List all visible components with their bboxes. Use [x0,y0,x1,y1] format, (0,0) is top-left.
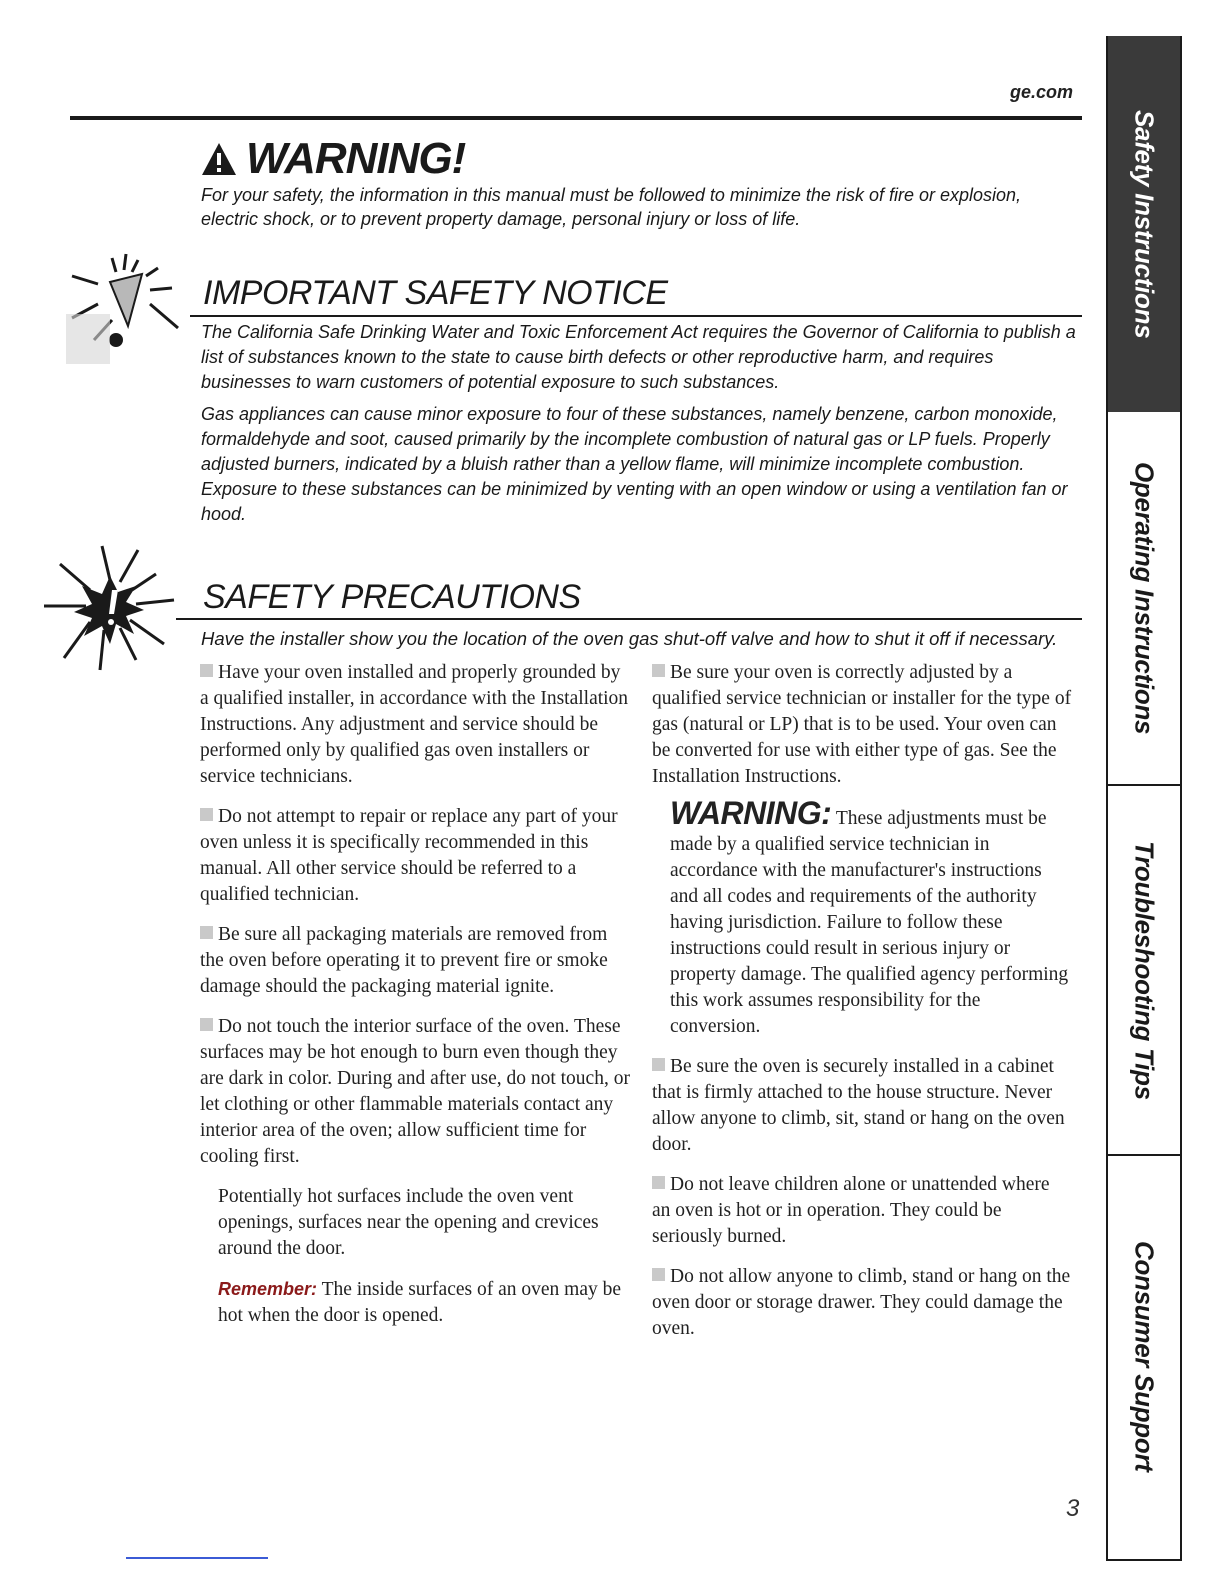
warning-paragraph: WARNING: These adjustments must be made by a qualified service technician in accordance with the manufacturer's instructions and all codes and requirements of the authority having jurisdiction. Failure to follow these instructions could result in serious injury or property damage. The qualified agency performing this work assumes responsibility for the conversion. [670,795,1069,1037]
precautions-rule [176,618,1082,620]
tab-safety-instructions[interactable]: Safety Instructions [1108,36,1180,412]
bullet-icon [652,1268,665,1281]
tab-operating-instructions[interactable]: Operating Instructions [1129,461,1160,735]
bullet-icon [200,664,213,677]
warning-inline-label: WARNING: [670,795,832,831]
list-item: Do not touch the interior surface of the oven. These surfaces may be hot enough to burn even though they are dark in color. During and after use, do not touch, or let clothing or other flammable materials contact any interior area of the oven; allow sufficient time for cooling first. [200,1016,630,1167]
bottom-link-underline [126,1557,268,1559]
section-tabs [1106,36,1182,1561]
remember-label: Remember: [218,1279,318,1299]
page-number: 3 [1066,1495,1080,1522]
right-column [652,660,1072,1356]
precautions-intro: Have the installer show you the location of the oven gas shut-off valve and how to shut it off if necessary. [201,628,1058,649]
exclamation-burst-icon [58,244,186,366]
bullet-icon [200,926,213,939]
notice-paragraph-2: Gas appliances can cause minor exposure to four of these substances, namely benzene, carbon monoxide, formaldehyde and soot, caused primarily by the incomplete combustion of natural gas or LP fuels. Properly adjusted burners, indicated by a bluish rather than a yellow flame, will minimize incomplete combustion. Exposure to these substances can be minimized by venting with an open window or using a ventilation fan or hood. [201,404,1068,524]
bullet-icon [652,664,665,677]
list-item: Be sure all packaging materials are removed from the oven before operating it to prevent fire or smoke damage should the packaging material ignite. [200,924,608,997]
bullet-icon [652,1058,665,1071]
explosion-icon [40,540,180,675]
list-item: Do not allow anyone to climb, stand or hang on the oven door or storage drawer. They could damage the oven. [652,1266,1071,1339]
tab-troubleshooting-tips[interactable]: Troubleshooting Tips [1129,840,1160,1100]
list-item: Do not attempt to repair or replace any part of your oven unless it is specifically recommended in this manual. All other service should be referred to a qualified technician. [200,806,618,905]
notice-title: IMPORTANT SAFETY NOTICE [203,274,668,312]
tab-consumer-support[interactable]: Consumer Support [1129,1240,1160,1472]
list-item: Be sure your oven is correctly adjusted by a qualified service technician or installer for the type of gas (natural or LP) that is to be used. Your oven can be converted for use with either type of gas. See the Installation Instructions. [652,662,1072,787]
warning-title: WARNING! [246,134,466,183]
warning-triangle-icon [200,141,238,177]
bullet-icon [200,808,213,821]
list-item: Do not leave children alone or unattended where an oven is hot or in operation. They could be seriously burned. [652,1174,1050,1247]
notice-rule [190,315,1082,317]
bullet-icon [652,1176,665,1189]
bullet-icon [200,1018,213,1031]
site-url: ge.com [1010,82,1074,102]
precautions-title: SAFETY PRECAUTIONS [203,578,581,616]
remember-note: Remember: The inside surfaces of an oven may be hot when the door is opened. [218,1279,622,1326]
warning-body: For your safety, the information in this manual must be followed to minimize the risk of fire or explosion, electric shock, or to prevent property damage, personal injury or loss of life. [201,185,1022,229]
hot-surfaces-note: Potentially hot surfaces include the oven vent openings, surfaces near the opening and crevices around the door. [218,1186,599,1259]
list-item: Have your oven installed and properly grounded by a qualified installer, in accordance with the Installation Instructions. Any adjustment and service should be performed only by qualified gas oven installers or service technicians. [200,662,629,787]
list-item: Be sure the oven is securely installed in a cabinet that is firmly attached to the house structure. Never allow anyone to climb, sit, stand or hang on the oven door. [652,1056,1065,1155]
left-column [200,660,630,1343]
warning-heading [200,134,465,184]
notice-paragraph-1: The California Safe Drinking Water and Toxic Enforcement Act requires the Governor of California to publish a list of substances known to the state to cause birth defects or other reproductive harm, and requires businesses to warn customers of potential exposure to such substances. [201,322,1076,392]
header-rule [70,116,1082,120]
